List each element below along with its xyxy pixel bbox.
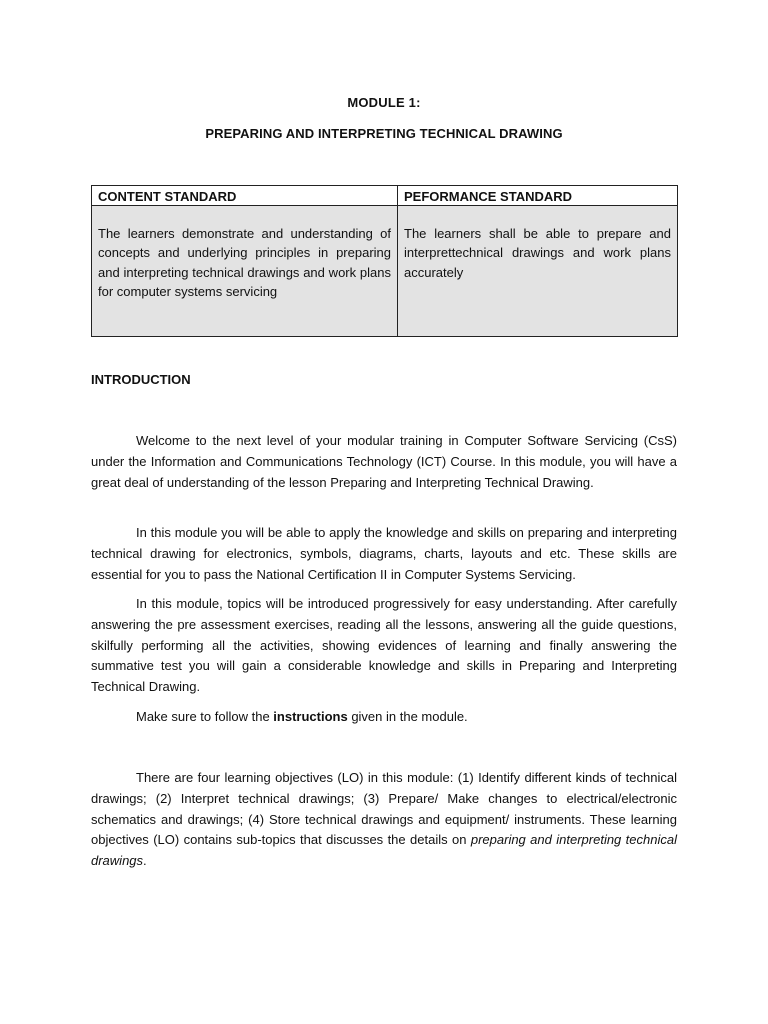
content-standard-header: CONTENT STANDARD [92, 186, 398, 206]
performance-standard-header: PEFORMANCE STANDARD [398, 186, 678, 206]
paragraph-text: In this module you will be able to apply the knowledge and skills on preparing and interpreting technical drawing for electronics, symbols, diagrams, charts, layouts and etc. These skills are essential for you to pass the National Certification II in Computer Systems Servicing. [91, 525, 677, 582]
performance-standard-cell: The learners shall be able to prepare and interprettechnical drawings and work plans accurately [398, 206, 678, 337]
paragraph-text: In this module, topics will be introduced progressively for easy understanding. After carefully answering the pre assessment exercises, reading all the lessons, answering all the guide questions, skilfully performing all the activities, showing evidences of learning and finally answering the summative test you will gain a considerable knowledge and skills in Preparing and Interpreting Technical Drawing. [91, 596, 677, 695]
module-title: PREPARING AND INTERPRETING TECHNICAL DRAWING [205, 126, 563, 141]
intro-paragraph-4 [91, 707, 677, 728]
paragraph-text [91, 707, 677, 728]
module-number: MODULE 1: [347, 95, 421, 110]
instructions-emphasis: instructions [273, 709, 348, 724]
sentence-end: . [143, 853, 147, 869]
italic-phrase: preparing and interpreting technical drawings [91, 832, 677, 869]
content-standard-cell: The learners demonstrate and understanding of concepts and underlying principles in preparing and interpreting technical drawings and work plans for computer systems servicing [92, 206, 398, 337]
paragraph-text: Welcome to the next level of your modular training in Computer Software Servicing (CsS) under the Information and Communications Technology (ICT) Course. In this module, you will have a great deal of understanding of the lesson Preparing and Interpreting Technical Drawing. [91, 433, 677, 490]
table-header-row [92, 186, 678, 206]
table-row [92, 206, 678, 337]
introduction-heading: INTRODUCTION [91, 372, 191, 387]
standards-table [91, 185, 678, 337]
paragraph-text-start: Make sure to follow the [136, 709, 274, 724]
intro-paragraph-3 [91, 594, 677, 698]
intro-paragraph-5 [91, 768, 677, 872]
paragraph-text [91, 768, 677, 872]
learning-objectives-text: There are four learning objectives (LO) in this module: (1) Identify different kinds of technical drawings; (2) Interpret technical drawings; (3) Prepare/ Make changes to electrical/electronic schematics and drawings; (4) Store technical drawings and equipment/ instruments. These learning objectives (LO) contains sub-topics that discusses the details on [91, 770, 677, 848]
intro-paragraph-1 [91, 431, 677, 493]
intro-paragraph-2 [91, 523, 677, 585]
paragraph-text-end: given in the module. [347, 709, 468, 724]
